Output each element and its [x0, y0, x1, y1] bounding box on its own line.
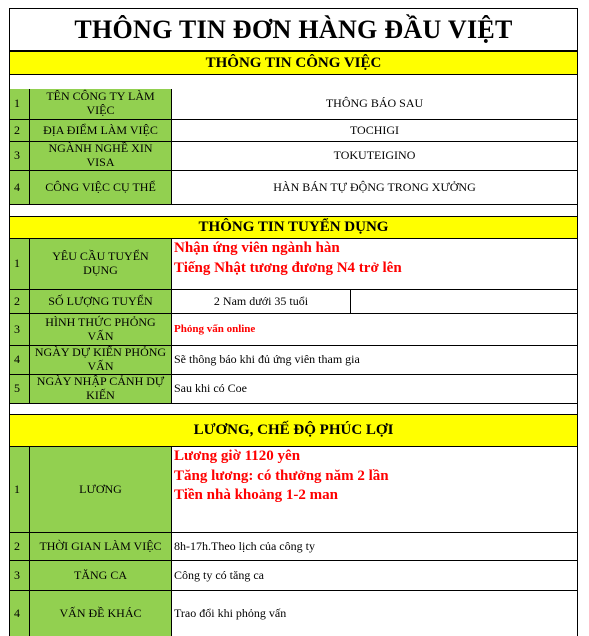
row-label: NGÀNH NGHỀ XIN VISA — [30, 142, 172, 170]
row-label: THỜI GIAN LÀM VIỆC — [30, 533, 172, 560]
row-value: HÀN BÁN TỰ ĐỘNG TRONG XƯỞNG — [273, 179, 476, 194]
section-heading-recruitment: THÔNG TIN TUYỂN DỤNG — [10, 216, 577, 239]
table-row — [10, 561, 577, 591]
row-value: Công ty có tăng ca — [174, 567, 264, 582]
interview-format-text: Phỏng vấn online — [174, 323, 256, 336]
row-value: TOCHIGI — [349, 122, 400, 137]
table-row — [10, 142, 577, 171]
table-row — [10, 346, 577, 375]
row-label: SỐ LƯỢNG TUYỂN — [30, 290, 172, 313]
row-value: 8h-17h.Theo lịch của công ty — [174, 538, 315, 553]
row-value: Trao đổi khi phỏng vấn — [174, 605, 287, 620]
row-number: 3 — [10, 561, 30, 590]
requirement-line: Nhận ứng viên ngành hàn — [174, 240, 340, 256]
row-value: Sẽ thông báo khi đủ ứng viên tham gia — [174, 352, 360, 367]
row-number: 4 — [10, 171, 30, 204]
row-number: 2 — [10, 533, 30, 560]
row-label: NGÀY NHẬP CẢNH DỰ KIẾN — [30, 375, 172, 403]
salary-line: Tiền nhà khoảng 1-2 man — [174, 487, 338, 503]
row-value: 2 Nam dưới 35 tuổi — [172, 290, 351, 313]
section-heading-salary-benefits: LƯƠNG, CHẾ ĐỘ PHÚC LỢI — [10, 414, 577, 447]
row-value: THÔNG BÁO SAU — [325, 96, 424, 111]
order-info-sheet — [9, 8, 578, 636]
table-row — [10, 171, 577, 205]
table-row — [10, 290, 577, 314]
row-number: 4 — [10, 346, 30, 374]
row-label: TĂNG CA — [30, 561, 172, 590]
row-number: 3 — [10, 314, 30, 345]
salary-line: Tăng lương: có thưởng năm 2 lần — [174, 467, 389, 484]
row-number: 5 — [10, 375, 30, 403]
table-row — [10, 120, 577, 142]
section-heading-job-info: THÔNG TIN CÔNG VIỆC — [10, 51, 577, 75]
row-number: 4 — [10, 591, 30, 636]
table-row — [10, 239, 577, 290]
row-label: CÔNG VIỆC CỤ THỂ — [30, 171, 172, 204]
row-value — [172, 314, 577, 345]
row-label: LƯƠNG — [30, 447, 172, 532]
table-row — [10, 375, 577, 404]
row-value: Sau khi có Coe — [174, 381, 247, 396]
row-value — [172, 447, 577, 532]
table-row — [10, 89, 577, 120]
row-label: HÌNH THỨC PHỎNG VẤN — [30, 314, 172, 345]
row-number: 1 — [10, 89, 30, 119]
row-label: TÊN CÔNG TY LÀM VIỆC — [30, 89, 172, 119]
row-number: 2 — [10, 290, 30, 313]
salary-line: Lương giờ 1120 yên — [174, 448, 301, 464]
row-number: 2 — [10, 120, 30, 141]
page-title: THÔNG TIN ĐƠN HÀNG ĐẦU VIỆT — [10, 9, 577, 51]
table-row — [10, 314, 577, 346]
row-number: 1 — [10, 239, 30, 289]
row-value — [172, 239, 577, 289]
row-number: 1 — [10, 447, 30, 532]
row-value: TOKUTEIGINO — [333, 148, 416, 163]
table-row — [10, 533, 577, 561]
row-label: YÊU CẦU TUYỂN DỤNG — [30, 239, 172, 289]
table-row — [10, 591, 577, 636]
row-number: 3 — [10, 142, 30, 170]
row-label: VẤN ĐỀ KHÁC — [30, 591, 172, 636]
row-label: NGÀY DỰ KIẾN PHỎNG VẤN — [30, 346, 172, 374]
requirement-line: Tiếng Nhật tương đương N4 trở lên — [174, 259, 402, 276]
row-label: ĐỊA ĐIỂM LÀM VIỆC — [30, 120, 172, 141]
table-row — [10, 447, 577, 533]
